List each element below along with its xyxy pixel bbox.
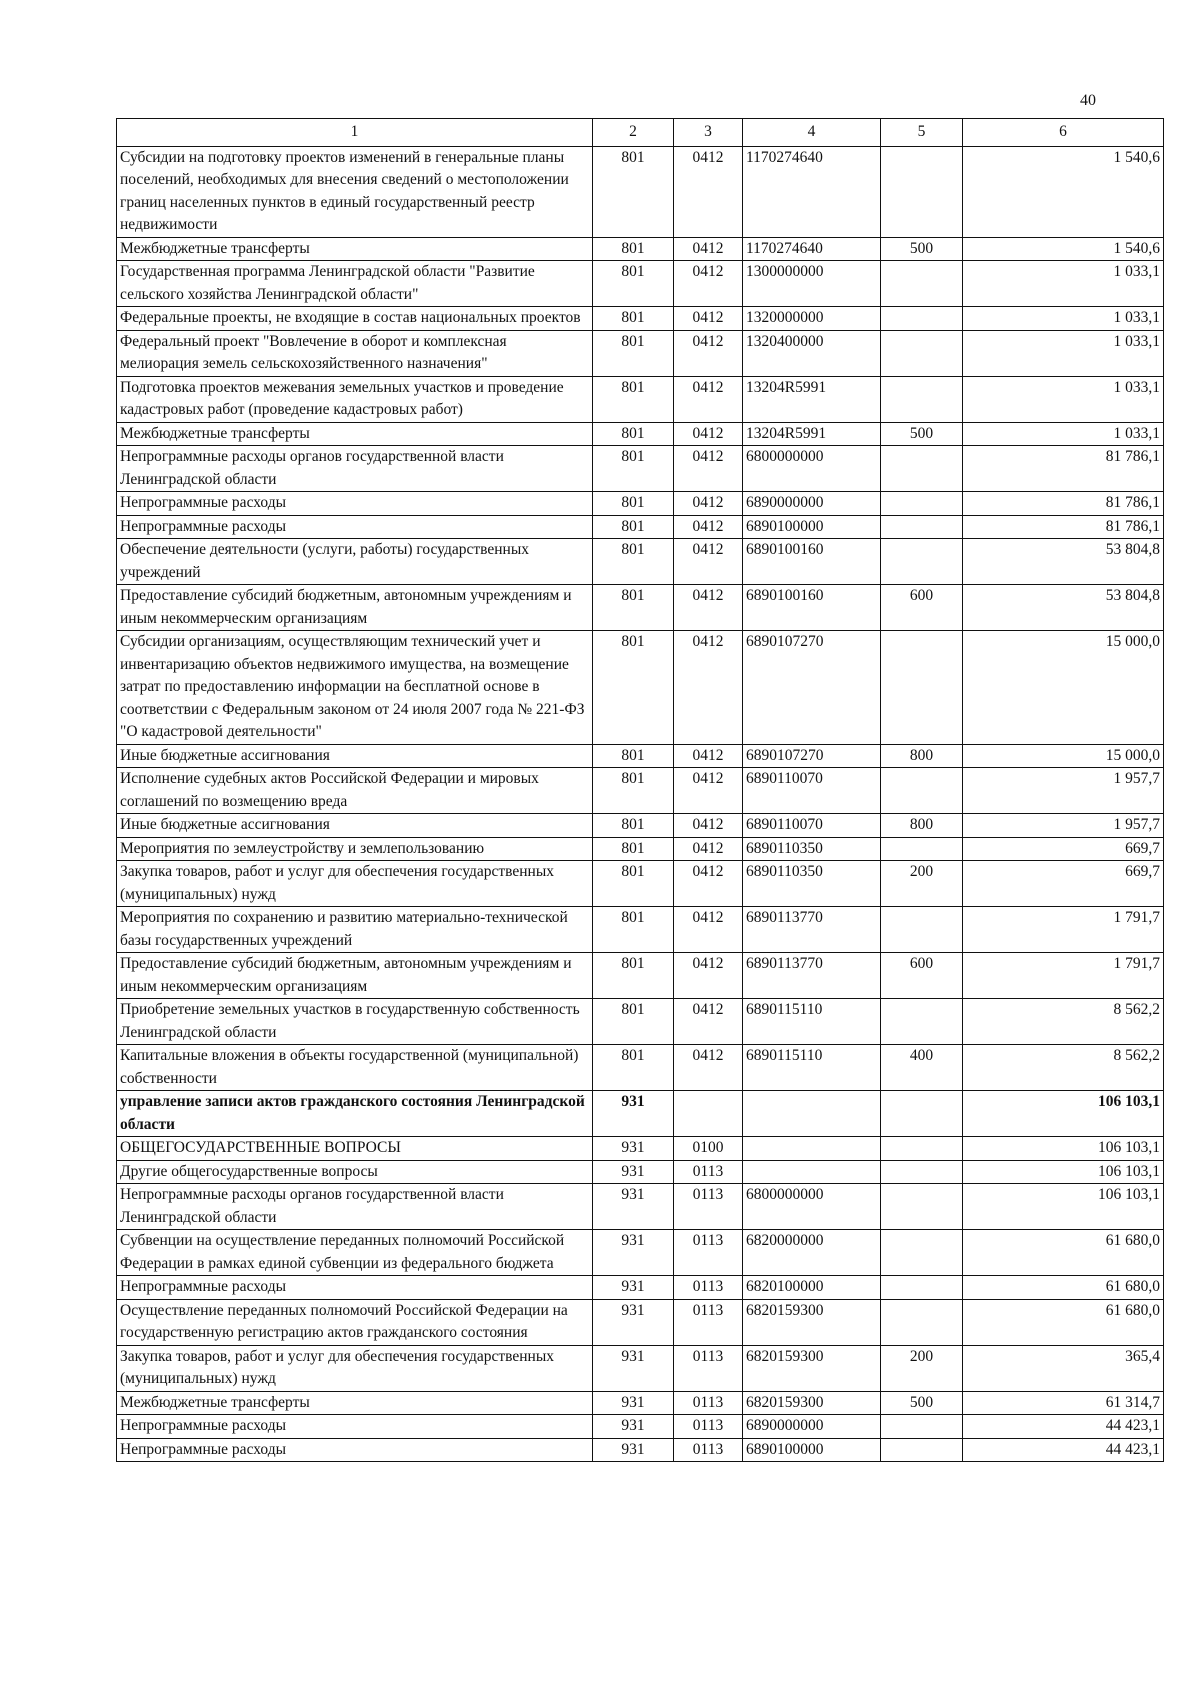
item-name-cell: Межбюджетные трансферты: [117, 422, 593, 446]
section-code-cell: 0412: [674, 492, 743, 516]
ministry-code-cell: 931: [593, 1276, 674, 1300]
section-code-cell: 0412: [674, 261, 743, 307]
section-code-cell: 0412: [674, 446, 743, 492]
amount-cell: 1 540,6: [963, 237, 1164, 261]
ministry-code-cell: 931: [593, 1091, 674, 1137]
target-article-code-cell: 6890100000: [743, 515, 881, 539]
amount-cell: 106 103,1: [963, 1184, 1164, 1230]
target-article-code-cell: 1170274640: [743, 146, 881, 237]
target-article-code-cell: 6820000000: [743, 1230, 881, 1276]
expense-type-code-cell: [881, 146, 963, 237]
ministry-code-cell: 801: [593, 631, 674, 745]
ministry-code-cell: 931: [593, 1299, 674, 1345]
header-row: [117, 119, 1164, 147]
item-name-cell: Мероприятия по землеустройству и землепользованию: [117, 837, 593, 861]
ministry-code-cell: 801: [593, 515, 674, 539]
item-name-cell: Другие общегосударственные вопросы: [117, 1160, 593, 1184]
item-name-cell: Предоставление субсидий бюджетным, автономным учреждениям и иным некоммерческим организациям: [117, 585, 593, 631]
expense-type-code-cell: [881, 1230, 963, 1276]
budget-table: [116, 118, 1164, 1462]
expense-type-code-cell: 400: [881, 1045, 963, 1091]
expense-type-code-cell: [881, 330, 963, 376]
table-row: [117, 237, 1164, 261]
section-code-cell: 0412: [674, 376, 743, 422]
item-name-cell: Государственная программа Ленинградской области "Развитие сельского хозяйства Ленинградской области": [117, 261, 593, 307]
target-article-code-cell: [743, 1091, 881, 1137]
ministry-code-cell: 801: [593, 907, 674, 953]
target-article-code-cell: 6890115110: [743, 1045, 881, 1091]
target-article-code-cell: 6890107270: [743, 744, 881, 768]
section-code-cell: 0412: [674, 539, 743, 585]
table-row: [117, 1299, 1164, 1345]
amount-cell: 61 680,0: [963, 1276, 1164, 1300]
ministry-code-cell: 801: [593, 539, 674, 585]
table-row: [117, 1091, 1164, 1137]
amount-cell: 365,4: [963, 1345, 1164, 1391]
expense-type-code-cell: [881, 1415, 963, 1439]
ministry-code-cell: 931: [593, 1438, 674, 1462]
target-article-code-cell: 6890113770: [743, 907, 881, 953]
table-body: [117, 146, 1164, 1462]
section-code-cell: 0412: [674, 422, 743, 446]
section-code-cell: 0412: [674, 999, 743, 1045]
amount-cell: 1 791,7: [963, 953, 1164, 999]
expense-type-code-cell: [881, 515, 963, 539]
ministry-code-cell: 801: [593, 768, 674, 814]
section-code-cell: 0412: [674, 953, 743, 999]
item-name-cell: Субвенции на осуществление переданных полномочий Российской Федерации в рамках единой субвенции из федерального бюджета: [117, 1230, 593, 1276]
expense-type-code-cell: 500: [881, 422, 963, 446]
amount-cell: 44 423,1: [963, 1415, 1164, 1439]
expense-type-code-cell: [881, 837, 963, 861]
item-name-cell: Федеральные проекты, не входящие в состав национальных проектов: [117, 307, 593, 331]
target-article-code-cell: 6820159300: [743, 1345, 881, 1391]
amount-cell: 1 791,7: [963, 907, 1164, 953]
item-name-cell: Непрограммные расходы: [117, 1415, 593, 1439]
section-code-cell: 0113: [674, 1276, 743, 1300]
header-col-4: 4: [743, 119, 881, 147]
expense-type-code-cell: [881, 631, 963, 745]
table-row: [117, 492, 1164, 516]
target-article-code-cell: 6890000000: [743, 1415, 881, 1439]
header-col-1: 1: [117, 119, 593, 147]
item-name-cell: Непрограммные расходы: [117, 492, 593, 516]
item-name-cell: Иные бюджетные ассигнования: [117, 744, 593, 768]
table-row: [117, 330, 1164, 376]
target-article-code-cell: 1320400000: [743, 330, 881, 376]
expense-type-code-cell: [881, 999, 963, 1045]
section-code-cell: 0412: [674, 907, 743, 953]
table-row: [117, 907, 1164, 953]
ministry-code-cell: 931: [593, 1415, 674, 1439]
expense-type-code-cell: [881, 307, 963, 331]
amount-cell: 15 000,0: [963, 631, 1164, 745]
target-article-code-cell: 13204R5991: [743, 422, 881, 446]
section-code-cell: 0113: [674, 1160, 743, 1184]
section-code-cell: 0412: [674, 837, 743, 861]
ministry-code-cell: 801: [593, 307, 674, 331]
expense-type-code-cell: [881, 376, 963, 422]
target-article-code-cell: 6890100160: [743, 585, 881, 631]
table-row: [117, 539, 1164, 585]
section-code-cell: 0113: [674, 1184, 743, 1230]
expense-type-code-cell: [881, 1184, 963, 1230]
target-article-code-cell: 6890110350: [743, 861, 881, 907]
table-row: [117, 446, 1164, 492]
ministry-code-cell: 801: [593, 837, 674, 861]
expense-type-code-cell: 500: [881, 237, 963, 261]
amount-cell: 61 314,7: [963, 1391, 1164, 1415]
amount-cell: 81 786,1: [963, 446, 1164, 492]
ministry-code-cell: 801: [593, 146, 674, 237]
amount-cell: 1 033,1: [963, 307, 1164, 331]
amount-cell: 1 540,6: [963, 146, 1164, 237]
target-article-code-cell: 6890000000: [743, 492, 881, 516]
expense-type-code-cell: [881, 1276, 963, 1300]
header-col-6: 6: [963, 119, 1164, 147]
section-code-cell: 0113: [674, 1438, 743, 1462]
item-name-cell: Капитальные вложения в объекты государственной (муниципальной) собственности: [117, 1045, 593, 1091]
item-name-cell: управление записи актов гражданского состояния Ленинградской области: [117, 1091, 593, 1137]
item-name-cell: Субсидии организациям, осуществляющим технический учет и инвентаризацию объектов недвижимого имущества, на возмещение затрат по предоставлению информации на бесплатной основе в соответствии с Федеральным законом от 24 июля 2007 года № 221-ФЗ "О кадастровой деятельности": [117, 631, 593, 745]
table-row: [117, 999, 1164, 1045]
section-code-cell: 0412: [674, 515, 743, 539]
ministry-code-cell: 931: [593, 1160, 674, 1184]
table-row: [117, 146, 1164, 237]
item-name-cell: Иные бюджетные ассигнования: [117, 814, 593, 838]
item-name-cell: Федеральный проект "Вовлечение в оборот и комплексная мелиорация земель сельскохозяйственного назначения": [117, 330, 593, 376]
ministry-code-cell: 801: [593, 744, 674, 768]
section-code-cell: 0412: [674, 861, 743, 907]
ministry-code-cell: 931: [593, 1137, 674, 1161]
ministry-code-cell: 931: [593, 1345, 674, 1391]
target-article-code-cell: 6890107270: [743, 631, 881, 745]
item-name-cell: Закупка товаров, работ и услуг для обеспечения государственных (муниципальных) нужд: [117, 861, 593, 907]
table-row: [117, 1276, 1164, 1300]
ministry-code-cell: 801: [593, 861, 674, 907]
table-header: [117, 119, 1164, 147]
section-code-cell: 0113: [674, 1391, 743, 1415]
table-row: [117, 1230, 1164, 1276]
table-row: [117, 422, 1164, 446]
table-row: [117, 1160, 1164, 1184]
item-name-cell: Межбюджетные трансферты: [117, 1391, 593, 1415]
target-article-code-cell: 1300000000: [743, 261, 881, 307]
expense-type-code-cell: [881, 261, 963, 307]
ministry-code-cell: 801: [593, 446, 674, 492]
section-code-cell: 0113: [674, 1230, 743, 1276]
item-name-cell: ОБЩЕГОСУДАРСТВЕННЫЕ ВОПРОСЫ: [117, 1137, 593, 1161]
ministry-code-cell: 801: [593, 492, 674, 516]
section-code-cell: 0412: [674, 237, 743, 261]
amount-cell: 1 033,1: [963, 422, 1164, 446]
table-row: [117, 1137, 1164, 1161]
amount-cell: 44 423,1: [963, 1438, 1164, 1462]
ministry-code-cell: 801: [593, 814, 674, 838]
item-name-cell: Непрограммные расходы органов государственной власти Ленинградской области: [117, 1184, 593, 1230]
item-name-cell: Непрограммные расходы: [117, 1276, 593, 1300]
target-article-code-cell: [743, 1137, 881, 1161]
item-name-cell: Непрограммные расходы органов государственной власти Ленинградской области: [117, 446, 593, 492]
item-name-cell: Мероприятия по сохранению и развитию материально-технической базы государственных учреждений: [117, 907, 593, 953]
section-code-cell: 0412: [674, 585, 743, 631]
expense-type-code-cell: [881, 539, 963, 585]
table-row: [117, 861, 1164, 907]
amount-cell: 15 000,0: [963, 744, 1164, 768]
section-code-cell: [674, 1091, 743, 1137]
amount-cell: 106 103,1: [963, 1160, 1164, 1184]
table-row: [117, 631, 1164, 745]
ministry-code-cell: 801: [593, 585, 674, 631]
section-code-cell: 0100: [674, 1137, 743, 1161]
table-row: [117, 1415, 1164, 1439]
table-row: [117, 307, 1164, 331]
ministry-code-cell: 801: [593, 999, 674, 1045]
expense-type-code-cell: 200: [881, 861, 963, 907]
header-col-3: 3: [674, 119, 743, 147]
section-code-cell: 0113: [674, 1345, 743, 1391]
table-row: [117, 585, 1164, 631]
item-name-cell: Предоставление субсидий бюджетным, автономным учреждениям и иным некоммерческим организациям: [117, 953, 593, 999]
expense-type-code-cell: [881, 768, 963, 814]
table-row: [117, 768, 1164, 814]
target-article-code-cell: 6820100000: [743, 1276, 881, 1300]
expense-type-code-cell: 600: [881, 953, 963, 999]
table-row: [117, 953, 1164, 999]
ministry-code-cell: 931: [593, 1230, 674, 1276]
target-article-code-cell: 6890100000: [743, 1438, 881, 1462]
item-name-cell: Подготовка проектов межевания земельных участков и проведение кадастровых работ (проведение кадастровых работ): [117, 376, 593, 422]
ministry-code-cell: 931: [593, 1184, 674, 1230]
target-article-code-cell: 6890115110: [743, 999, 881, 1045]
target-article-code-cell: [743, 1160, 881, 1184]
amount-cell: 8 562,2: [963, 1045, 1164, 1091]
target-article-code-cell: 6890100160: [743, 539, 881, 585]
page-number: 40: [1080, 92, 1096, 109]
amount-cell: 8 562,2: [963, 999, 1164, 1045]
amount-cell: 61 680,0: [963, 1299, 1164, 1345]
target-article-code-cell: 6890110070: [743, 768, 881, 814]
section-code-cell: 0412: [674, 814, 743, 838]
section-code-cell: 0412: [674, 146, 743, 237]
expense-type-code-cell: [881, 1299, 963, 1345]
item-name-cell: Субсидии на подготовку проектов изменений в генеральные планы поселений, необходимых для внесения сведений о местоположении границ населенных пунктов в единый государственный реестр недвижимости: [117, 146, 593, 237]
expense-type-code-cell: [881, 1091, 963, 1137]
table-row: [117, 261, 1164, 307]
table-row: [117, 1184, 1164, 1230]
table-row: [117, 744, 1164, 768]
amount-cell: 669,7: [963, 861, 1164, 907]
section-code-cell: 0412: [674, 744, 743, 768]
amount-cell: 1 033,1: [963, 376, 1164, 422]
expense-type-code-cell: [881, 1438, 963, 1462]
target-article-code-cell: 6890113770: [743, 953, 881, 999]
ministry-code-cell: 801: [593, 422, 674, 446]
section-code-cell: 0412: [674, 768, 743, 814]
target-article-code-cell: 13204R5991: [743, 376, 881, 422]
item-name-cell: Исполнение судебных актов Российской Федерации и мировых соглашений по возмещению вреда: [117, 768, 593, 814]
target-article-code-cell: 6890110350: [743, 837, 881, 861]
section-code-cell: 0412: [674, 307, 743, 331]
amount-cell: 61 680,0: [963, 1230, 1164, 1276]
target-article-code-cell: 6890110070: [743, 814, 881, 838]
expense-type-code-cell: [881, 446, 963, 492]
table-row: [117, 1345, 1164, 1391]
table-row: [117, 1391, 1164, 1415]
table-row: [117, 1045, 1164, 1091]
ministry-code-cell: 801: [593, 237, 674, 261]
section-code-cell: 0412: [674, 631, 743, 745]
expense-type-code-cell: [881, 907, 963, 953]
section-code-cell: 0113: [674, 1415, 743, 1439]
amount-cell: 1 957,7: [963, 768, 1164, 814]
target-article-code-cell: 1320000000: [743, 307, 881, 331]
section-code-cell: 0113: [674, 1299, 743, 1345]
header-col-5: 5: [881, 119, 963, 147]
amount-cell: 1 033,1: [963, 330, 1164, 376]
target-article-code-cell: 6800000000: [743, 1184, 881, 1230]
expense-type-code-cell: 500: [881, 1391, 963, 1415]
expense-type-code-cell: 800: [881, 814, 963, 838]
item-name-cell: Непрограммные расходы: [117, 515, 593, 539]
ministry-code-cell: 801: [593, 953, 674, 999]
section-code-cell: 0412: [674, 1045, 743, 1091]
expense-type-code-cell: 200: [881, 1345, 963, 1391]
expense-type-code-cell: 800: [881, 744, 963, 768]
section-code-cell: 0412: [674, 330, 743, 376]
amount-cell: 1 033,1: [963, 261, 1164, 307]
table-row: [117, 837, 1164, 861]
amount-cell: 81 786,1: [963, 515, 1164, 539]
amount-cell: 53 804,8: [963, 585, 1164, 631]
target-article-code-cell: 6820159300: [743, 1391, 881, 1415]
header-col-2: 2: [593, 119, 674, 147]
item-name-cell: Осуществление переданных полномочий Российской Федерации на государственную регистрацию актов гражданского состояния: [117, 1299, 593, 1345]
amount-cell: 53 804,8: [963, 539, 1164, 585]
item-name-cell: Непрограммные расходы: [117, 1438, 593, 1462]
table-row: [117, 376, 1164, 422]
item-name-cell: Обеспечение деятельности (услуги, работы) государственных учреждений: [117, 539, 593, 585]
amount-cell: 106 103,1: [963, 1137, 1164, 1161]
target-article-code-cell: 6800000000: [743, 446, 881, 492]
ministry-code-cell: 801: [593, 261, 674, 307]
item-name-cell: Приобретение земельных участков в государственную собственность Ленинградской области: [117, 999, 593, 1045]
ministry-code-cell: 801: [593, 1045, 674, 1091]
amount-cell: 669,7: [963, 837, 1164, 861]
ministry-code-cell: 801: [593, 330, 674, 376]
table-row: [117, 515, 1164, 539]
target-article-code-cell: 1170274640: [743, 237, 881, 261]
ministry-code-cell: 931: [593, 1391, 674, 1415]
item-name-cell: Межбюджетные трансферты: [117, 237, 593, 261]
table-row: [117, 1438, 1164, 1462]
amount-cell: 1 957,7: [963, 814, 1164, 838]
expense-type-code-cell: [881, 1137, 963, 1161]
amount-cell: 106 103,1: [963, 1091, 1164, 1137]
target-article-code-cell: 6820159300: [743, 1299, 881, 1345]
ministry-code-cell: 801: [593, 376, 674, 422]
table-row: [117, 814, 1164, 838]
amount-cell: 81 786,1: [963, 492, 1164, 516]
expense-type-code-cell: [881, 1160, 963, 1184]
item-name-cell: Закупка товаров, работ и услуг для обеспечения государственных (муниципальных) нужд: [117, 1345, 593, 1391]
expense-type-code-cell: [881, 492, 963, 516]
expense-type-code-cell: 600: [881, 585, 963, 631]
